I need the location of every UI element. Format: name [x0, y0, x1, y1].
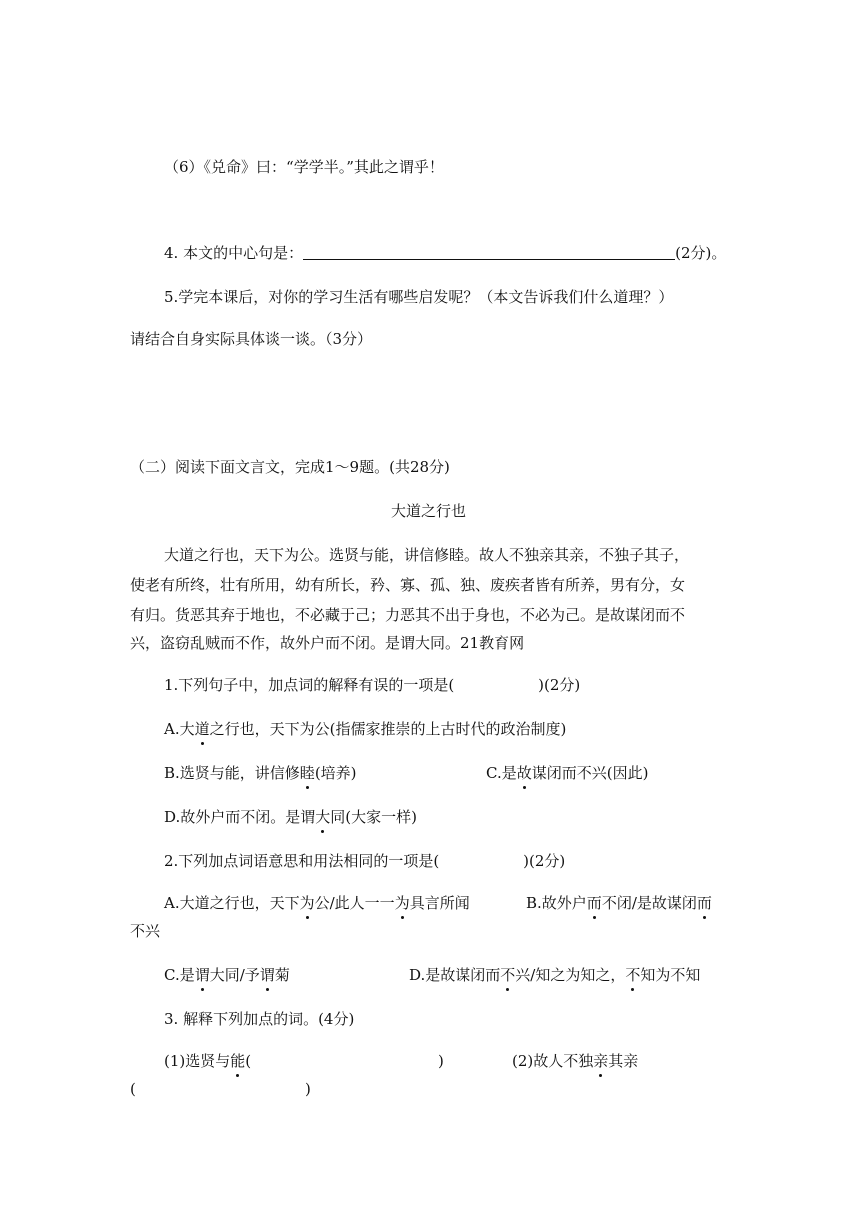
answer-blank-central-sentence[interactable]: [303, 243, 675, 260]
dotted-word: 睦: [299, 764, 315, 782]
question-6: （6）《兑命》曰：“学学半。”其此之谓乎！: [164, 158, 444, 176]
q2-option-a: A.大道之行也，天下为公/此人一一为具言所闻: [164, 894, 470, 912]
q3-item-2-open: (: [130, 1080, 136, 1098]
q1-option-c: C.是故谋闭而不兴(因此): [486, 764, 649, 782]
question-4: [164, 242, 726, 264]
passage-line-3: 有归。货恶其弃于地也，不必藏于己；力恶其不出于身也，不必为己。是故谋闭而不: [130, 606, 686, 624]
question-5-line1: 5.学完本课后，对你的学习生活有哪些启发呢？（本文告诉我们什么道理？）: [164, 288, 674, 306]
q1-option-a: A.大道之行也，天下为公(指儒家推崇的上古时代的政治制度): [164, 720, 567, 738]
q1-stem-score: )(2分): [538, 676, 581, 694]
dotted-word: 大: [315, 808, 331, 826]
q1-option-d: D.故外户而不闭。是谓大同(大家一样): [164, 808, 417, 826]
section-heading: （二）阅读下面文言文，完成1～9题。(共28分): [130, 458, 450, 476]
q1-stem-text: 1.下列句子中，加点词的解释有误的一项是(: [164, 676, 455, 694]
dotted-word: 为: [394, 894, 410, 912]
dotted-word: 而: [586, 894, 602, 912]
q3-item-1-close: ): [438, 1052, 444, 1070]
q1-option-b: B.选贤与能，讲信修睦(培养): [164, 764, 357, 782]
passage-line-4: 兴，盗窃乱贼而不作，故外户而不闭。是谓大同。21教育网: [130, 634, 525, 652]
question-4-suffix: (2分)。: [675, 244, 727, 262]
q2-option-d: D.是故谋闭而不兴/知之为知之，不知为不知: [409, 966, 701, 984]
dotted-word: 能: [230, 1052, 246, 1070]
q2-stem: [164, 850, 565, 872]
q2-option-b: B.故外户而不闭/是故谋闭而: [526, 894, 712, 912]
passage-title: 大道之行也: [391, 502, 467, 520]
dotted-word: 谓: [194, 966, 210, 984]
q2-stem-text: 2.下列加点词语意思和用法相同的一项是(: [164, 852, 440, 870]
dotted-word: 道: [194, 720, 210, 738]
dotted-word: 故: [516, 764, 532, 782]
question-4-prefix: 4. 本文的中心句是：: [164, 244, 304, 262]
q1-stem: [164, 674, 580, 696]
q2-option-c: C.是谓大同/予谓菊: [164, 966, 290, 984]
passage-line-2: 使老有所终，壮有所用，幼有所长，矜、寡、孤、独、废疾者皆有所养，男有分，女: [130, 576, 686, 594]
dotted-word: 为: [299, 894, 315, 912]
dotted-word: 亲: [593, 1052, 609, 1070]
passage-line-1: 大道之行也，天下为公。选贤与能，讲信修睦。故人不独亲其亲，不独子其子，: [164, 546, 690, 564]
q3-stem: 3. 解释下列加点的词。(4分): [164, 1010, 355, 1028]
question-5-line2: 请结合自身实际具体谈一谈。（3分）: [130, 330, 373, 348]
q2-stem-score: )(2分): [523, 852, 566, 870]
dotted-word: 谓: [259, 966, 275, 984]
q3-item-2: (2)故人不独亲其亲: [512, 1052, 639, 1070]
q3-item-1: (1)选贤与能(: [164, 1052, 252, 1070]
q2-option-b-continued: 不兴: [130, 922, 161, 940]
dotted-word: 不: [625, 966, 641, 984]
dotted-word: 而: [696, 894, 712, 912]
q3-item-2-close: ): [305, 1080, 311, 1098]
dotted-word: 不: [500, 966, 516, 984]
